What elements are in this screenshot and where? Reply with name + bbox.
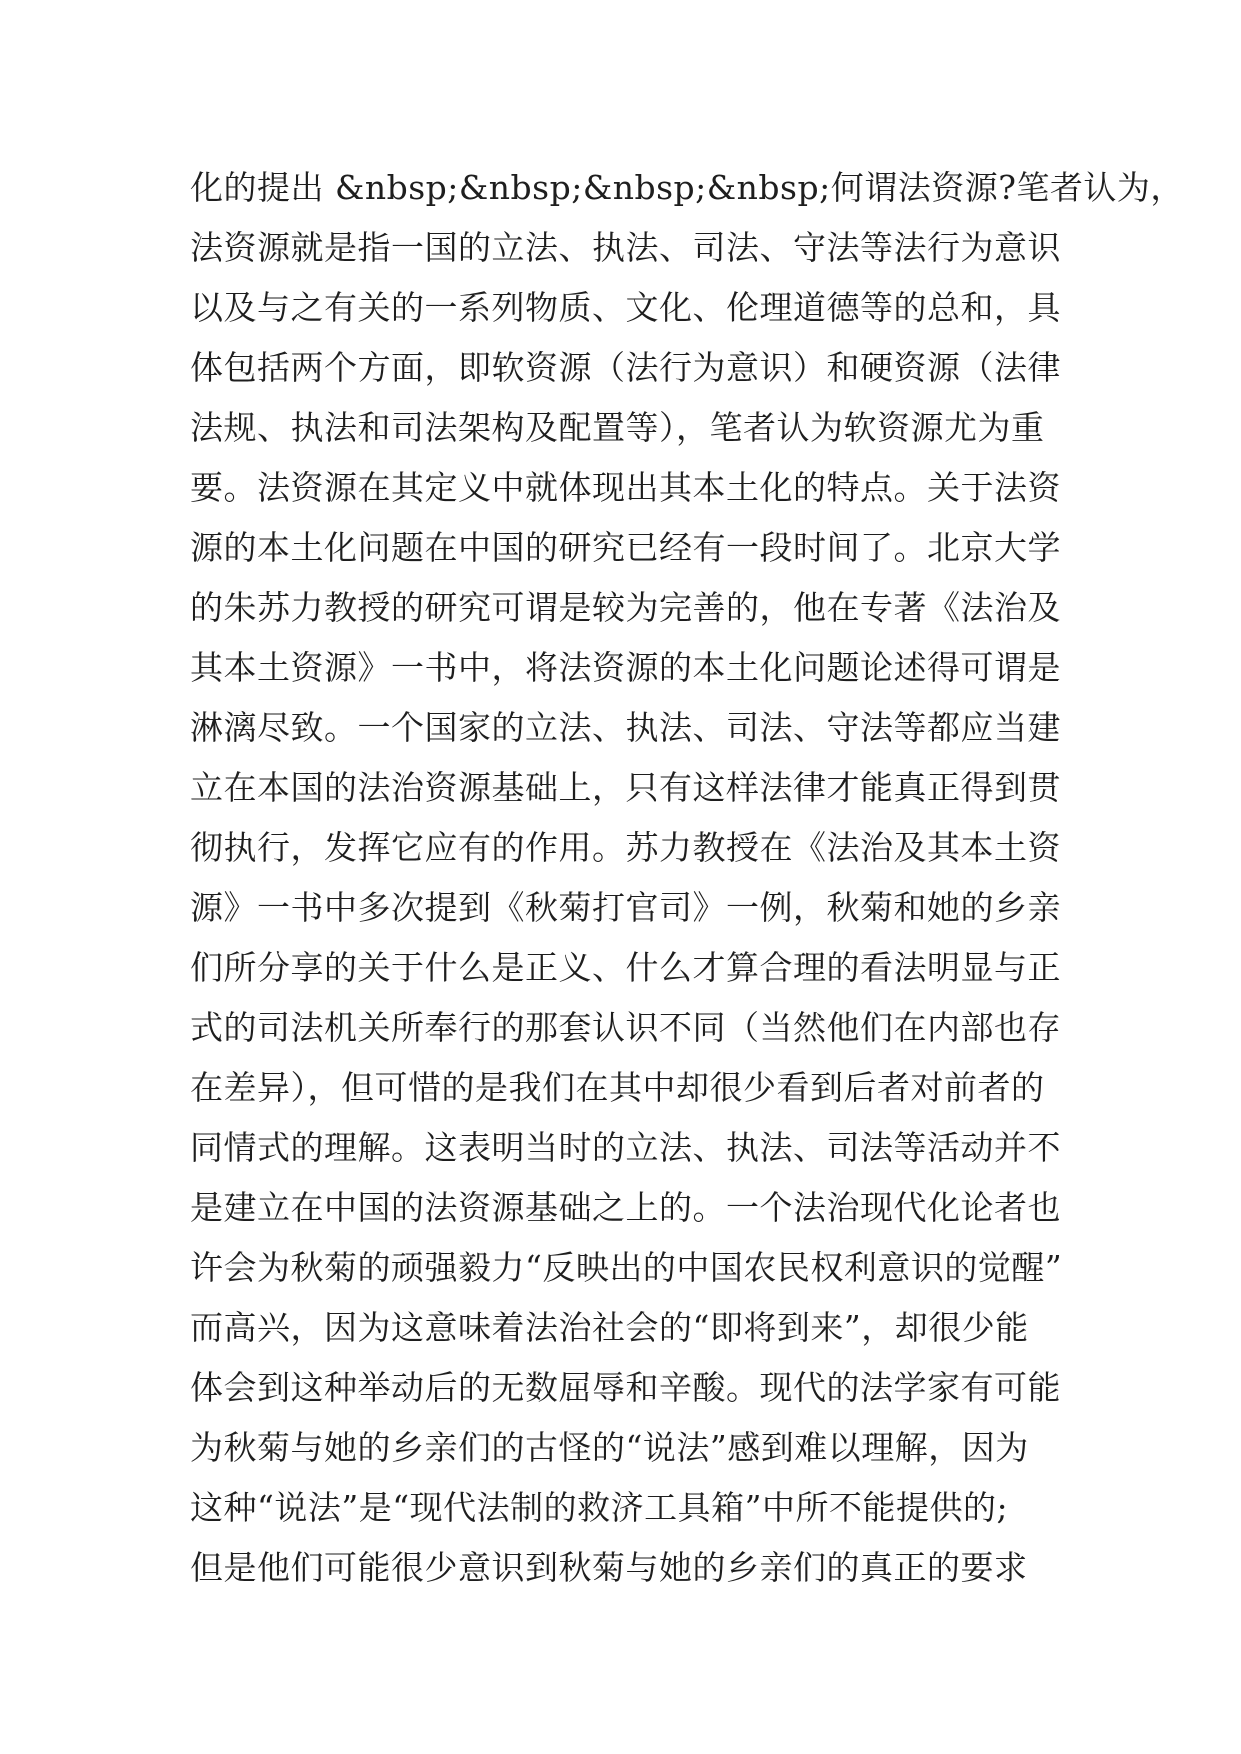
- text-line: 要。法资源在其定义中就体现出其本土化的特点。关于法资: [190, 468, 1061, 507]
- text-line: 式的司法机关所奉行的那套认识不同（当然他们在内部也存: [190, 1008, 1061, 1047]
- text-line: 体会到这种举动后的无数屈辱和辛酸。现代的法学家有可能: [190, 1368, 1061, 1407]
- text-line: 源的本土化问题在中国的研究已经有一段时间了。北京大学: [190, 528, 1061, 567]
- text-line: 的朱苏力教授的研究可谓是较为完善的，他在专著《法治及: [190, 588, 1061, 627]
- text-line: 法资源就是指一国的立法、执法、司法、守法等法行为意识: [190, 228, 1061, 267]
- text-line: 许会为秋菊的顽强毅力“反映出的中国农民权利意识的觉醒”: [190, 1248, 1063, 1287]
- text-line: 淋漓尽致。一个国家的立法、执法、司法、守法等都应当建: [190, 708, 1061, 747]
- text-line: 其本土资源》一书中，将法资源的本土化问题论述得可谓是: [190, 648, 1061, 687]
- text-line: 立在本国的法治资源基础上，只有这样法律才能真正得到贯: [190, 768, 1061, 807]
- text-line: 彻执行，发挥它应有的作用。苏力教授在《法治及其本土资: [190, 828, 1061, 867]
- text-line: 化的提出 &nbsp;&nbsp;&nbsp;&nbsp;何谓法资源?笔者认为，: [190, 168, 1184, 207]
- text-line: 而高兴，因为这意味着法治社会的“即将到来”，却很少能: [190, 1308, 1029, 1347]
- text-line: 体包括两个方面，即软资源（法行为意识）和硬资源（法律: [190, 348, 1061, 387]
- text-line: 同情式的理解。这表明当时的立法、执法、司法等活动并不: [190, 1128, 1061, 1167]
- text-line: 在差异），但可惜的是我们在其中却很少看到后者对前者的: [190, 1068, 1045, 1107]
- text-line: 是建立在中国的法资源基础之上的。一个法治现代化论者也: [190, 1188, 1061, 1227]
- body-text: [190, 158, 1184, 1598]
- text-line: 为秋菊与她的乡亲们的古怪的“说法”感到难以理解，因为: [190, 1428, 1029, 1467]
- text-line: 源》一书中多次提到《秋菊打官司》一例，秋菊和她的乡亲: [190, 888, 1061, 927]
- text-line: 这种“说法”是“现代法制的救济工具箱”中所不能提供的;: [190, 1488, 1009, 1527]
- text-line: 们所分享的关于什么是正义、什么才算合理的看法明显与正: [190, 948, 1061, 987]
- text-line: 但是他们可能很少意识到秋菊与她的乡亲们的真正的要求: [190, 1548, 1028, 1587]
- text-line: 法规、执法和司法架构及配置等），笔者认为软资源尤为重: [190, 408, 1045, 447]
- text-line: 以及与之有关的一系列物质、文化、伦理道德等的总和，具: [190, 288, 1061, 327]
